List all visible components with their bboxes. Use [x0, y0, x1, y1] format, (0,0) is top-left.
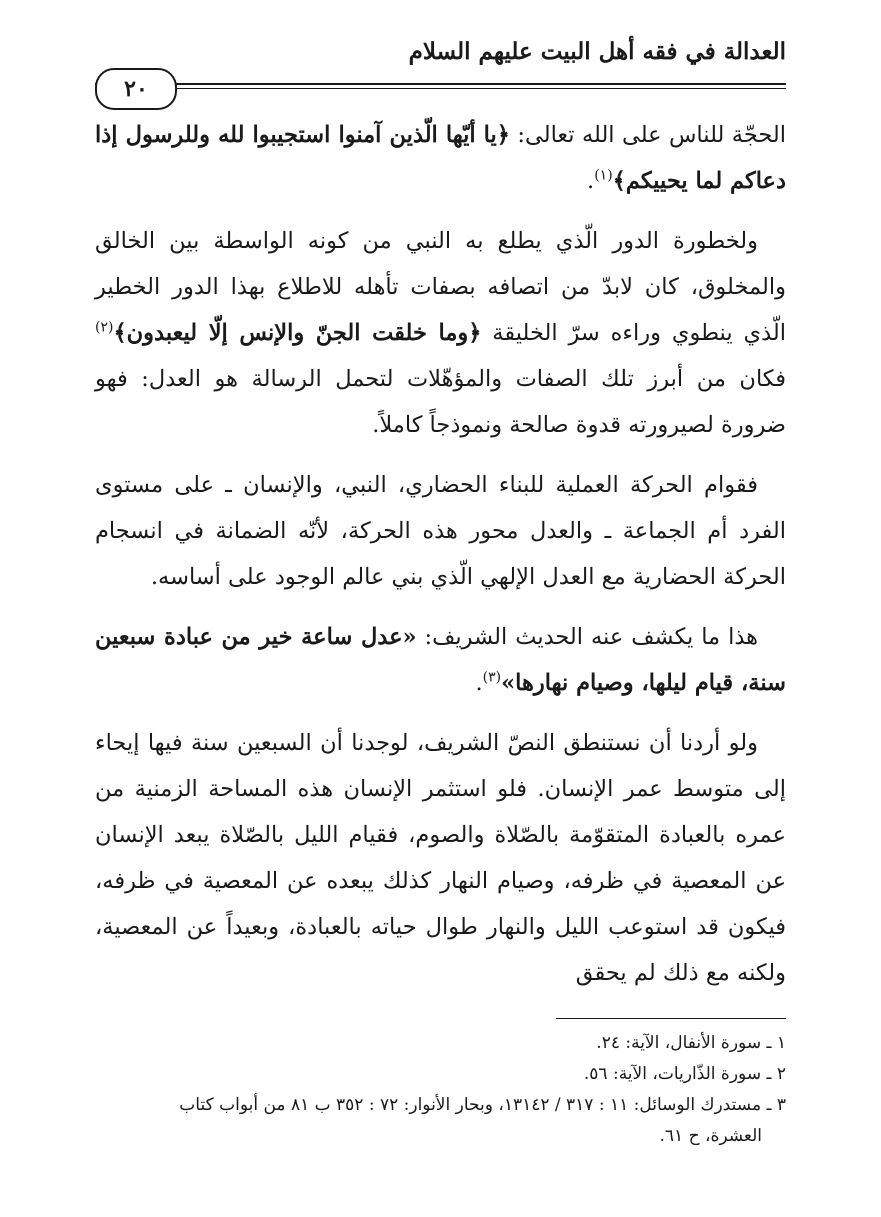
paragraph-5	[95, 720, 786, 996]
quoted-text: «عدل ساعة خير من عبادة سبعين سنة، قيام ليلها، وصيام نهارها»	[95, 624, 786, 696]
page-number: ٢٠	[95, 68, 177, 110]
text-run: فكان من أبرز تلك الصفات والمؤهّلات لتحمل الرسالة هو العدل: فهو ضرورة لصيرورته قدوة صالحة ونموذجاً كاملاً.	[95, 366, 786, 438]
running-title: العدالة في فقه أهل البيت عليهم السلام	[408, 38, 786, 65]
footnote-3: ٣ ـ مستدرك الوسائل: ١١ : ٣١٧ / ١٣١٤٢، وبحار الأنوار: ٧٢ : ٣٥٢ ب ٨١ من أبواب كتاب	[179, 1095, 786, 1115]
footnote-1: ١ ـ سورة الأنفال، الآية: ٢٤.	[596, 1033, 786, 1053]
footnote-2: ٢ ـ سورة الذّاريات، الآية: ٥٦.	[583, 1064, 786, 1084]
footnote-ref: (٢)	[95, 319, 114, 336]
footnotes	[95, 1028, 786, 1152]
paragraph-2	[95, 218, 786, 448]
quoted-text: ﴿وما خلقت الجنّ والإنس إلّا ليعبدون﴾	[113, 320, 482, 346]
footnote-ref: (١)	[594, 167, 613, 184]
paragraph-4	[95, 614, 786, 706]
footnote-rule	[556, 1018, 786, 1019]
footnote-3-continued: العشرة، ح ٦١.	[659, 1126, 762, 1146]
text-run: الحجّة للناس على الله تعالى:	[510, 122, 786, 148]
text-run: هذا ما يكشف عنه الحديث الشريف:	[416, 624, 758, 650]
header-rule	[95, 83, 786, 85]
text-run: ولخطورة الدور الّذي يطلع به النبي من كونه الواسطة بين الخالق والمخلوق، كان لابدّ من اتصافه بصفات تأهله للاطلاع بهذا الدور الخطير الّذي ينطوي وراءه سرّ الخليقة	[95, 228, 786, 346]
page-header	[95, 38, 786, 102]
paragraph-1	[95, 112, 786, 204]
text-run: .	[475, 670, 483, 696]
footnote-ref: (٣)	[482, 669, 502, 686]
text-run: .	[587, 168, 595, 194]
text-run: فقوام الحركة العملية للبناء الحضاري، النبي، والإنسان ـ على مستوى الفرد أم الجماعة ـ والعدل محور هذه الحركة، لأنّه الضمانة في انسجام الحركة الحضارية مع العدل الإلهي الّذي بني عالم الوجود على أساسه.	[95, 472, 786, 590]
text-run: ولو أردنا أن نستنطق النصّ الشريف، لوجدنا أن السبعين سنة فيها إيحاء إلى متوسط عمر الإنسان. فلو استثمر الإنسان هذه المساحة الزمنية من عمره بالعبادة المتقوّمة بالصّلاة والصوم، فقيام الليل بالصّلاة يبعد الإنسان عن المعصية في ظرفه، وصيام النهار كذلك يبعده عن المعصية في ظرفه، فيكون قد استوعب الليل والنهار طوال حياته بالعبادة، وبعيداً عن المعصية، ولكنه مع ذلك لم يحقق	[95, 730, 786, 986]
header-rule-thin	[95, 88, 786, 89]
paragraph-3	[95, 462, 786, 600]
quoted-text: ﴿يا أيّها الّذين آمنوا استجيبوا لله وللرسول إذا دعاكم لما يحييكم﴾	[95, 122, 786, 194]
body-text	[95, 112, 786, 1010]
